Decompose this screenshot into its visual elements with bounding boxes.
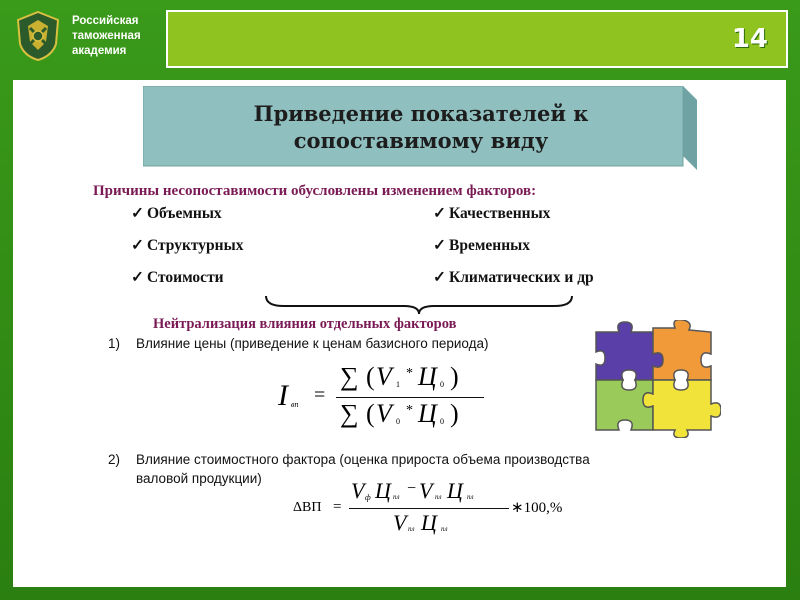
formula-denominator	[336, 399, 486, 433]
formula-denominator	[393, 510, 493, 538]
puzzle-pieces-icon	[591, 320, 721, 438]
sub: 0	[396, 417, 400, 426]
paren: (	[366, 362, 375, 391]
gross-output-formula	[293, 478, 583, 540]
item-text: Влияние стоимостного фактора (оценка прироста объема производства	[136, 452, 590, 467]
organization-name	[72, 14, 141, 59]
sub: пл	[393, 493, 400, 501]
var-c: Ц	[421, 510, 437, 535]
factor-label: Качественных	[449, 205, 551, 222]
factor-item	[433, 204, 550, 223]
var-c: Ц	[418, 399, 437, 428]
title-line-1: Приведение показателей к	[253, 101, 589, 126]
formula-numerator	[349, 478, 509, 506]
list-item-continuation	[136, 471, 262, 486]
formula-lhs-sub: вп	[291, 400, 299, 409]
slide-title	[161, 100, 681, 154]
minus: −	[407, 480, 417, 497]
factor-label: Структурных	[147, 237, 244, 254]
var-v: V	[419, 478, 433, 503]
var-v: V	[376, 362, 392, 391]
org-line-3: академия	[72, 45, 127, 57]
factor-label: Стоимости	[147, 269, 224, 286]
sub: пл	[441, 525, 448, 533]
sub: 0	[440, 380, 444, 389]
item-text: Влияние цены (приведение к ценам базисного периода)	[136, 336, 489, 351]
var-c: Ц	[375, 478, 391, 503]
item-number: 2)	[108, 452, 121, 467]
checkmark-icon: ✓	[131, 237, 144, 254]
factor-item	[131, 268, 224, 287]
checkmark-icon: ✓	[433, 269, 446, 286]
var-c: Ц	[447, 478, 463, 503]
sub: пл	[467, 493, 474, 501]
var-v: V	[351, 478, 365, 503]
checkmark-icon: ✓	[433, 205, 446, 222]
checkmark-icon: ✓	[131, 269, 144, 286]
factor-item	[131, 236, 243, 255]
times: *	[406, 366, 413, 381]
formula-tail: ∗100,%	[511, 500, 563, 516]
paren: (	[366, 399, 375, 428]
sub: пл	[435, 493, 442, 501]
var-v: V	[376, 399, 392, 428]
title-line-2: сопоставимому виду	[293, 128, 549, 153]
var-c: Ц	[418, 362, 437, 391]
factor-item	[131, 204, 222, 223]
factor-label: Временных	[449, 237, 530, 254]
factor-label: Объемных	[147, 205, 222, 222]
paren: )	[450, 362, 459, 391]
reasons-heading: Причины несопоставимости обусловлены изменением факторов:	[93, 183, 537, 199]
formula-lhs: I	[278, 379, 288, 412]
org-line-2: таможенная	[72, 30, 141, 42]
item-text: валовой продукции)	[136, 471, 262, 486]
factor-item	[433, 236, 530, 255]
page-number: 14	[731, 24, 768, 54]
factor-item	[433, 268, 594, 287]
fraction-bar	[336, 397, 484, 398]
checkmark-icon: ✓	[433, 237, 446, 254]
formula-lhs: ΔВП	[293, 500, 322, 515]
neutralization-heading: Нейтрализация влияния отдельных факторов	[153, 316, 457, 332]
list-item	[108, 336, 489, 351]
sub: 1	[396, 380, 400, 389]
sub: пл	[408, 525, 415, 533]
formula-numerator	[336, 362, 486, 396]
factor-label: Климатических и др	[449, 269, 594, 286]
checkmark-icon: ✓	[131, 205, 144, 222]
times: *	[406, 403, 413, 418]
fraction-bar	[349, 508, 509, 509]
header-bar	[166, 10, 788, 68]
sum-sign: ∑	[340, 362, 359, 391]
price-index-formula	[278, 362, 488, 432]
sub: 0	[440, 417, 444, 426]
sum-sign: ∑	[340, 399, 359, 428]
sub: ф	[365, 493, 371, 502]
formula-eq: =	[314, 384, 326, 406]
list-item	[108, 452, 590, 467]
formula-eq: =	[333, 499, 342, 515]
curly-brace	[264, 294, 574, 316]
item-number: 1)	[108, 336, 121, 351]
customs-emblem-icon	[14, 10, 62, 62]
paren: )	[450, 399, 459, 428]
var-v: V	[393, 510, 407, 535]
slide-content	[13, 80, 786, 587]
org-line-1: Российская	[72, 15, 139, 27]
